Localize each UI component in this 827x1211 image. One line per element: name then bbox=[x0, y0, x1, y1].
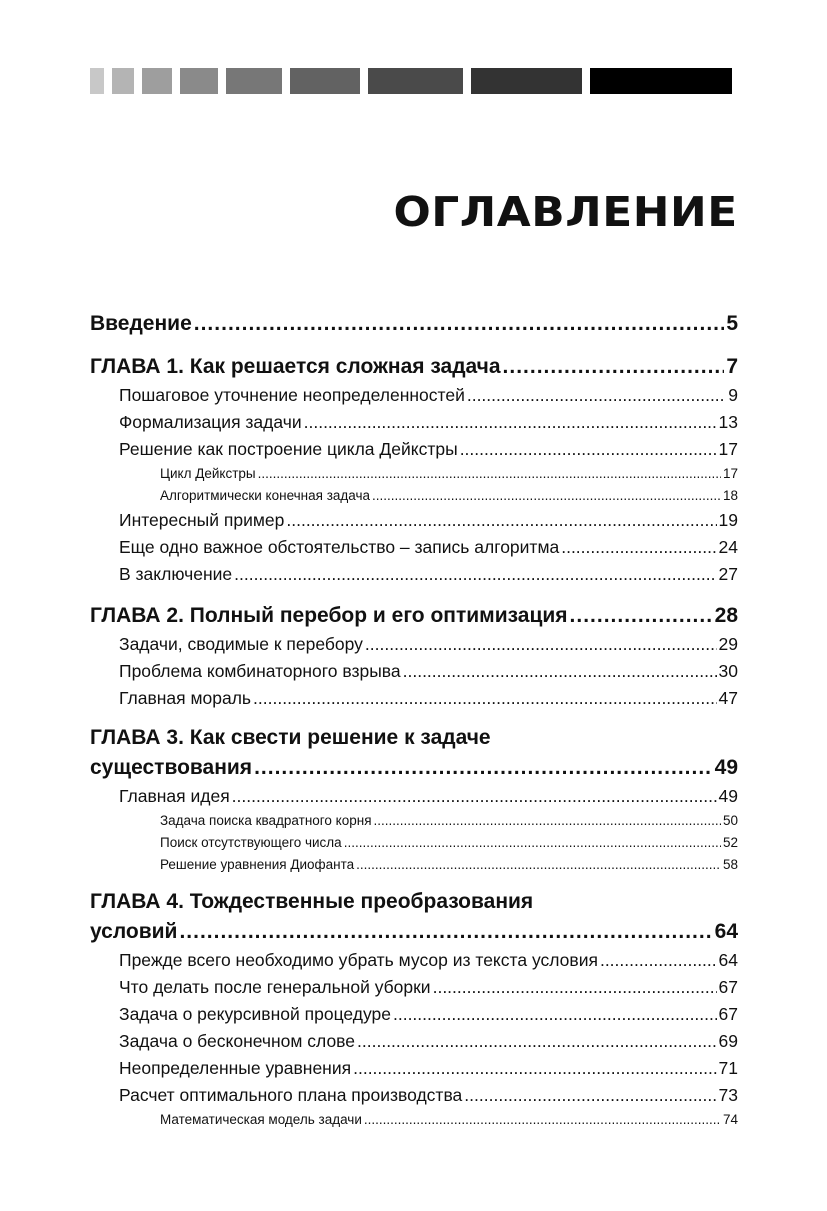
toc-entry-title: Главная идея bbox=[119, 786, 230, 806]
toc-subsection[interactable] bbox=[90, 1109, 738, 1131]
toc-section[interactable] bbox=[90, 534, 738, 561]
toc-leader-dots bbox=[467, 382, 726, 409]
toc-entry-page: 50 bbox=[722, 813, 738, 828]
toc-subsection[interactable] bbox=[90, 854, 738, 876]
toc-entry-page: 52 bbox=[722, 835, 738, 850]
toc-leader-dots bbox=[374, 810, 721, 832]
toc-entry-page: 58 bbox=[722, 857, 738, 872]
header-bar bbox=[90, 68, 104, 94]
toc-entry-title: Пошаговое уточнение неопределенностей bbox=[119, 385, 465, 405]
toc-section[interactable] bbox=[90, 1028, 738, 1055]
header-bar bbox=[590, 68, 732, 94]
toc-leader-dots bbox=[253, 685, 717, 712]
toc-entry-title: Главная мораль bbox=[119, 688, 252, 708]
toc-entry-title: Неопределенные уравнения bbox=[119, 1058, 352, 1078]
toc-leader-dots bbox=[258, 463, 721, 485]
toc-entry-page: 27 bbox=[718, 564, 738, 584]
toc-section[interactable] bbox=[90, 947, 738, 974]
toc-section[interactable] bbox=[90, 561, 738, 588]
toc-section[interactable] bbox=[90, 974, 738, 1001]
toc-leader-dots bbox=[232, 783, 717, 810]
toc-entry-title: Решение как построение цикла Дейкстры bbox=[119, 439, 458, 459]
toc-entry-page: 17 bbox=[718, 439, 738, 459]
toc-entry-title: Цикл Дейкстры bbox=[160, 466, 256, 481]
toc-entry-page: 64 bbox=[714, 920, 738, 943]
toc-section[interactable] bbox=[90, 685, 738, 712]
toc-entry-page: 67 bbox=[718, 977, 738, 997]
toc-section[interactable] bbox=[90, 783, 738, 810]
page-title: ОГЛАВЛЕНИЕ bbox=[393, 188, 738, 236]
toc-leader-dots bbox=[357, 1028, 717, 1055]
toc-subsection[interactable] bbox=[90, 832, 738, 854]
toc-entry-page: 64 bbox=[718, 950, 738, 970]
toc-entry-title: Интересный пример bbox=[119, 510, 285, 530]
toc-leader-dots bbox=[403, 658, 717, 685]
toc-entry-page: 47 bbox=[718, 688, 738, 708]
header-bar bbox=[142, 68, 172, 94]
header-bar bbox=[180, 68, 218, 94]
toc-entry-title: Задача о рекурсивной процедуре bbox=[119, 1004, 391, 1024]
toc-chapter-first-line[interactable]: ГЛАВА 3. Как свести решение к задаче bbox=[90, 726, 491, 749]
table-of-contents bbox=[90, 308, 738, 1131]
toc-entry-title: Что делать после генеральной уборки bbox=[119, 977, 431, 997]
toc-entry-page: 49 bbox=[714, 756, 738, 779]
toc-entry-page: 71 bbox=[718, 1058, 738, 1078]
toc-entry-page: 29 bbox=[718, 634, 738, 654]
toc-leader-dots bbox=[372, 485, 721, 507]
toc-entry-page: 28 bbox=[714, 604, 738, 627]
toc-leader-dots bbox=[194, 308, 725, 339]
toc-subsection[interactable] bbox=[90, 810, 738, 832]
toc-entry-page: 73 bbox=[718, 1085, 738, 1105]
toc-leader-dots bbox=[365, 631, 717, 658]
toc-section[interactable] bbox=[90, 382, 738, 409]
header-bar bbox=[226, 68, 282, 94]
toc-chapter[interactable] bbox=[90, 600, 738, 631]
toc-entry-title: Проблема комбинаторного взрыва bbox=[119, 661, 401, 681]
toc-leader-dots bbox=[356, 854, 721, 876]
header-bar bbox=[368, 68, 463, 94]
toc-entry-page: 19 bbox=[718, 510, 738, 530]
toc-leader-dots bbox=[344, 832, 721, 854]
toc-entry-title: Прежде всего необходимо убрать мусор из текста условия bbox=[119, 950, 598, 970]
toc-entry-page: 13 bbox=[718, 412, 738, 432]
toc-leader-dots bbox=[353, 1055, 716, 1082]
toc-entry-title: Математическая модель задачи bbox=[160, 1112, 362, 1127]
toc-entry-page: 18 bbox=[722, 488, 738, 503]
toc-entry-page: 67 bbox=[718, 1004, 738, 1024]
toc-entry-title: условий bbox=[90, 920, 178, 943]
toc-entry-title: В заключение bbox=[119, 564, 233, 584]
toc-leader-dots bbox=[254, 752, 713, 783]
toc-section[interactable] bbox=[90, 1055, 738, 1082]
header-gradient-bars bbox=[90, 68, 732, 94]
toc-entry-page: 49 bbox=[718, 786, 738, 806]
toc-entry-title: Решение уравнения Диофанта bbox=[160, 857, 355, 872]
toc-entry-page: 24 bbox=[718, 537, 738, 557]
toc-leader-dots bbox=[433, 974, 717, 1001]
toc-chapter[interactable] bbox=[90, 916, 738, 947]
toc-entry-title: Еще одно важное обстоятельство – запись алгоритма bbox=[119, 537, 560, 557]
toc-leader-dots bbox=[561, 534, 716, 561]
toc-entry[interactable] bbox=[90, 308, 738, 339]
toc-entry-title: Задача поиска квадратного корня bbox=[160, 813, 372, 828]
toc-section[interactable] bbox=[90, 658, 738, 685]
toc-entry-title: существования bbox=[90, 756, 253, 779]
toc-entry-page: 7 bbox=[726, 355, 738, 378]
toc-section[interactable] bbox=[90, 1001, 738, 1028]
toc-entry-title: Введение bbox=[90, 312, 192, 335]
toc-entry-page: 5 bbox=[726, 312, 738, 335]
toc-entry-title: Задачи, сводимые к перебору bbox=[119, 634, 363, 654]
toc-section[interactable] bbox=[90, 631, 738, 658]
toc-section[interactable] bbox=[90, 436, 738, 463]
toc-entry-title: Задача о бесконечном слове bbox=[119, 1031, 356, 1051]
toc-leader-dots bbox=[234, 561, 716, 588]
toc-leader-dots bbox=[286, 507, 716, 534]
toc-entry-page: 69 bbox=[718, 1031, 738, 1051]
toc-entry-title: Расчет оптимального плана производства bbox=[119, 1085, 463, 1105]
toc-entry-page: 74 bbox=[722, 1112, 738, 1127]
toc-chapter[interactable] bbox=[90, 752, 738, 783]
toc-leader-dots bbox=[393, 1001, 717, 1028]
toc-leader-dots bbox=[179, 916, 712, 947]
toc-section[interactable] bbox=[90, 409, 738, 436]
toc-subsection[interactable] bbox=[90, 485, 738, 507]
toc-leader-dots bbox=[570, 600, 713, 631]
toc-entry-title: ГЛАВА 1. Как решается сложная задача bbox=[90, 355, 501, 378]
toc-chapter-first-line[interactable]: ГЛАВА 4. Тождественные преобразования bbox=[90, 890, 534, 913]
toc-section[interactable] bbox=[90, 1082, 738, 1109]
header-bar bbox=[290, 68, 360, 94]
toc-entry-title: Поиск отсутствующего числа bbox=[160, 835, 342, 850]
toc-leader-dots bbox=[503, 351, 725, 382]
toc-leader-dots bbox=[304, 409, 717, 436]
toc-leader-dots bbox=[600, 947, 717, 974]
toc-entry-page: 30 bbox=[718, 661, 738, 681]
toc-leader-dots bbox=[464, 1082, 716, 1109]
toc-leader-dots bbox=[460, 436, 717, 463]
toc-entry-page: 17 bbox=[722, 466, 738, 481]
toc-subsection[interactable] bbox=[90, 463, 738, 485]
header-bar bbox=[112, 68, 134, 94]
toc-leader-dots bbox=[364, 1109, 721, 1131]
header-bar bbox=[471, 68, 582, 94]
toc-entry-title: Алгоритмически конечная задача bbox=[160, 488, 371, 503]
toc-entry-title: Формализация задачи bbox=[119, 412, 302, 432]
toc-chapter[interactable] bbox=[90, 351, 738, 382]
toc-section[interactable] bbox=[90, 507, 738, 534]
toc-entry-title: ГЛАВА 2. Полный перебор и его оптимизация bbox=[90, 604, 568, 627]
toc-entry-page: 9 bbox=[728, 385, 738, 405]
